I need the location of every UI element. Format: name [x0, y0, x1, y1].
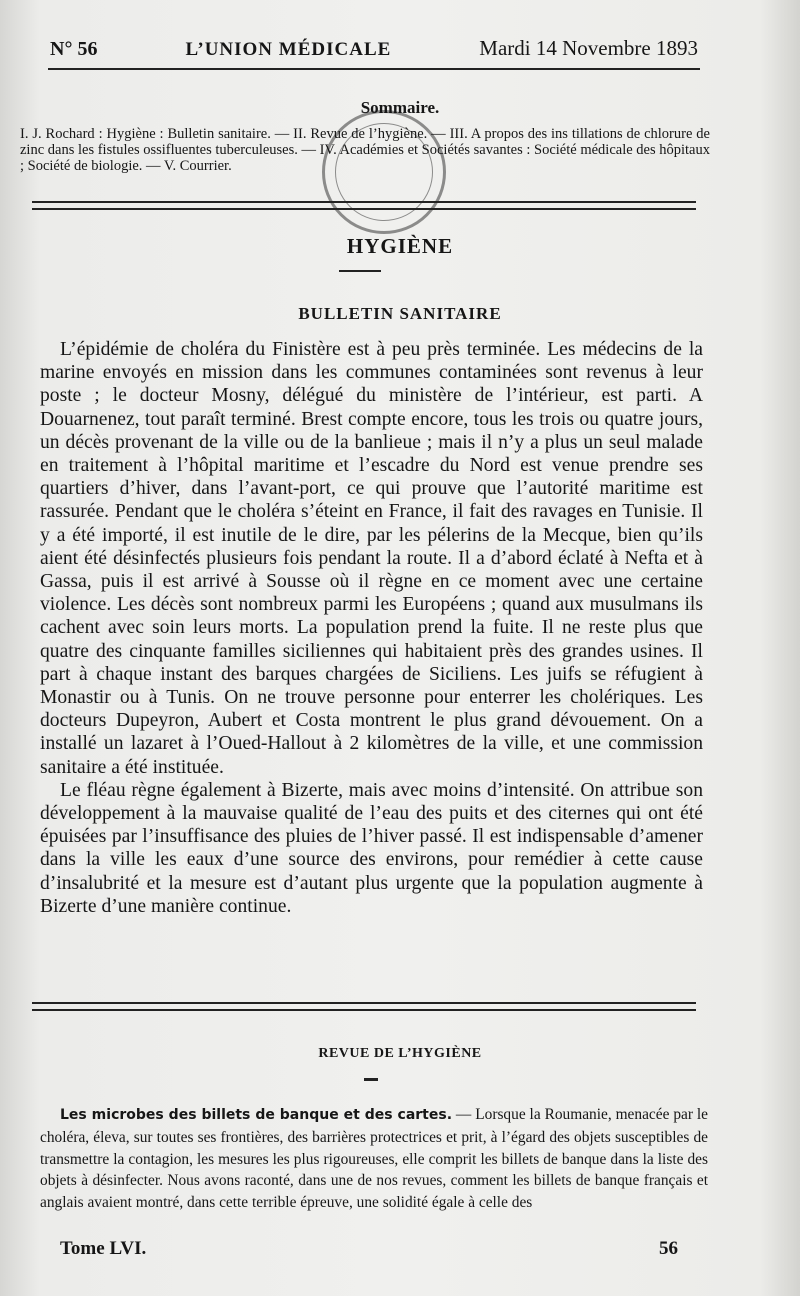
article-divider: [32, 1002, 696, 1011]
issue-number: N° 56: [50, 38, 98, 60]
summary-title: Sommaire.: [360, 98, 440, 117]
revue-text: — Lorsque la Roumanie, menacée par le choléra, éleva, sur toutes ses frontières, des barrières protectrices et prit, à l’égard des objets susceptibles de transmettre la contagion, les mesures les plus rigoureuses, elle comprit les billets de banque dans la liste des objets à désinfecter. Nous avons raconté, dans une de nos revues, comment les billets de banque français et anglais avaient montré, dans cette terrible épreuve, une solidité égale à celle des: [40, 1106, 708, 1212]
article-paragraph: Le fléau règne également à Bizerte, mais avec moins d’intensité. On attribue son développement à la mauvaise qualité de l’eau des puits et des citernes qui ont été épuisées par l’insuffisance des pluies de l’hiver passé. Il est indispensable d’amener dans la ville les eaux d’une source des environs, pour remédier à cette cause d’insalubrité et la mesure est d’autant plus urgente que la population augmente à Bizerte d’une manière continue.: [40, 779, 703, 917]
revue-rule: [364, 1078, 378, 1081]
section-heading: HYGIÈNE: [346, 234, 454, 258]
article-paragraph: L’épidémie de choléra du Finistère est à peu près terminée. Les médecins de la marine envoyés en mission dans les communes contaminées sont revenus à leur poste ; le docteur Mosny, délégué du ministère de l’intérieur, est parti. A Douarnenez, tout paraît terminé. Brest compte encore, tous les trois ou quatre jours, un décès provenant de la ville ou de la banlieue ; mais il n’y a plus un seul malade en traitement à l’hôpital maritime et l’escadre du Nord est venue prendre ses quartiers d’hiver, dans l’avant-port, ce qui prouve que l’autorité maritime est rassurée. Pendant que le choléra s’éteint en France, il fait des ravages en Tunisie. Il y a été importé, il est inutile de le dire, par les pélerins de la Mecque, bien qu’ils aient été désinfectés plusieurs fois pendant la route. Il a d’abord éclaté à Nefta et à Gassa, puis il est arrivé à Sousse où il règne en ce moment avec une certaine violence. Les décès sont nombreux parmi les Européens ; quand aux musulmans ils cachent avec soin leurs morts. La population prend la fuite. Il ne reste plus que quatre des cinquante familles siciliennes qui habitaient près des grandes usines. Il part à chaque instant des barques chargées de Siciliens. Les juifs se réfugient à Monastir ou à Tunis. On ne trouve personne pour enterrer les cholériques. Les docteurs Dupeyron, Aubert et Costa montrent le plus grand dévouement. On a installé un lazaret à l’Oued-Hallout à 2 kilomètres de la ville, et une commission sanitaire a été instituée.: [40, 339, 703, 778]
page-footer: [60, 1238, 678, 1260]
summary-divider: [32, 201, 696, 210]
volume-label: Tome LVI.: [60, 1238, 147, 1259]
issue-date: Mardi 14 Novembre 1893: [479, 36, 698, 60]
running-head: [50, 36, 698, 61]
header-rule: [48, 68, 700, 70]
revue-body: [40, 1104, 708, 1214]
revue-lead: Les microbes des billets de banque et des cartes.: [60, 1107, 453, 1123]
section-subheading: BULLETIN SANITAIRE: [298, 304, 502, 323]
revue-heading: REVUE DE L’HYGIÈNE: [318, 1046, 482, 1061]
article-body: [40, 338, 703, 918]
journal-title: L’UNION MÉDICALE: [185, 39, 392, 60]
page-number: 56: [659, 1238, 678, 1259]
summary-text: I. J. Rochard : Hygiène : Bulletin sanitaire. — II. Revue de l’hygiène. — III. A propos des ins tillations de chlorure de zinc dans les fistules ossifluentes tuberculeuses. — IV. Académies et Sociétés savantes : Société médicale des hôpitaux ; Société de biologie. — V. Courrier.: [20, 126, 710, 174]
revue-paragraph: [40, 1104, 708, 1214]
heading-rule: [339, 270, 381, 272]
